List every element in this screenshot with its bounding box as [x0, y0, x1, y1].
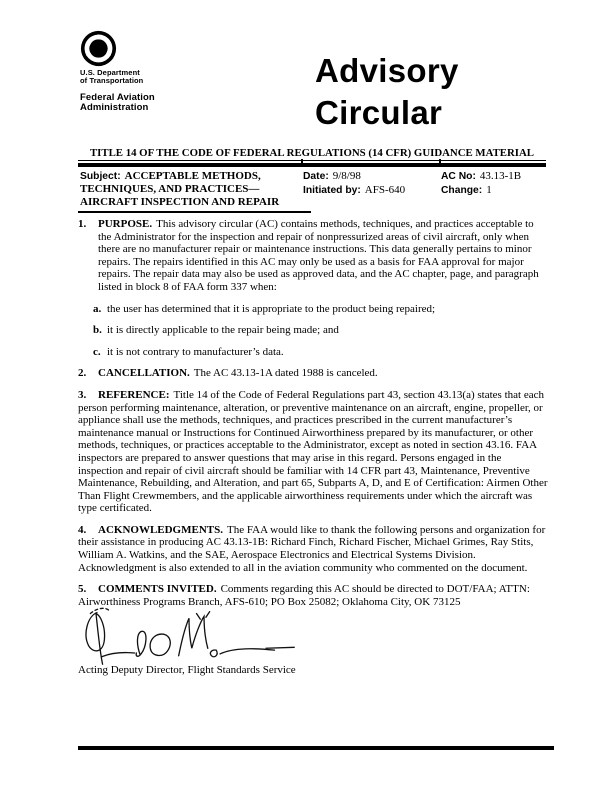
section-heading: COMMENTS INVITED.: [98, 583, 217, 596]
subject-label: Subject:: [80, 171, 121, 182]
ac-number-block: [441, 170, 547, 199]
initiated-by-label: Initiated by:: [303, 185, 361, 197]
change-value: 1: [486, 184, 492, 197]
top-rule: [78, 163, 546, 167]
section-heading: PURPOSE.: [98, 218, 153, 230]
date-value: 9/8/98: [332, 170, 361, 182]
ac-no-value: 43.13-1B: [479, 170, 522, 182]
condition-letter: c.: [93, 345, 101, 358]
purpose-condition-b: [78, 324, 548, 337]
ac-no-row: [441, 170, 547, 183]
initiated-by-value: AFS-640: [364, 184, 406, 197]
doc-type-line2: Circular: [315, 94, 443, 131]
agency-line1: Federal Aviation: [80, 92, 155, 103]
section-comments-invited: [78, 583, 548, 608]
section-reference: [78, 389, 548, 515]
section-heading: ACKNOWLEDGMENTS.: [98, 523, 223, 536]
document-body: [78, 218, 548, 617]
condition-letter: a.: [93, 302, 102, 315]
signer-title: Acting Deputy Director, Flight Standards Service: [78, 664, 296, 676]
section-number: 1.: [78, 218, 87, 230]
section-number: 3.: [78, 388, 87, 401]
subject-block: [80, 170, 301, 208]
column-tick: [301, 159, 303, 163]
condition-text: it is not contrary to manufacturer’s data.: [107, 345, 284, 358]
agency-name: [80, 93, 155, 113]
banner-title: TITLE 14 OF THE CODE OF FEDERAL REGULATIONS (14 CFR) GUIDANCE MATERIAL: [78, 147, 546, 161]
change-label: Change:: [441, 185, 483, 197]
column-tick: [439, 159, 441, 163]
bottom-rule: [78, 746, 554, 750]
section-number: 2.: [78, 367, 87, 380]
section-body: The FAA would like to thank the following persons and organization for their assistance in producing AC 43.13-1B: Richard Finch, Richard Fischer, Michael Grimes, Ray Stits, William A. Watkins, and the SAE, Aerospace Electronics and Electrical Systems Division. Acknowledgment is also extended to all in the aviation community who commented on the document.: [78, 523, 546, 574]
section-body: Comments regarding this AC should be directed to DOT/FAA; ATTN: Airworthiness Programs Branch, AFS-610; PO Box 25082; Oklahoma City, OK 73125: [78, 583, 530, 608]
date-label: Date:: [303, 171, 329, 182]
change-row: [441, 184, 547, 197]
usdot-triskelion-icon: [80, 30, 117, 67]
initiated-by-row: [303, 184, 439, 197]
section-number: 5.: [78, 583, 87, 596]
section-number: 4.: [78, 523, 87, 536]
department-line1: U.S. Department: [80, 68, 140, 77]
ac-no-label: AC No:: [441, 171, 476, 182]
section-acknowledgments: [78, 524, 548, 574]
section-body: The AC 43.13-1A dated 1988 is canceled.: [193, 367, 378, 380]
condition-letter: b.: [93, 324, 102, 337]
section-body: Title 14 of the Code of Federal Regulations part 43, section 43.13(a) states that each person performing maintenance, alteration, or preventive maintenance on an aircraft, engine, propeller, or appliance shall use the methods, techniques, and practices prescribed in the current manufacturer’s maintenance manual or Instructions for Continued Airworthiness prepared by its manufacturer, or other methods, techniques, or practices acceptable to the Administrator, except as noted in section 43.16. FAA inspectors are prepared to answer questions that may arise in this regard. Persons engaged in the inspection and repair of civil aircraft should be familiar with 14 CFR part 43, Maintenance, Preventive Maintenance, Rebuilding, and Alteration, and part 65, Subparts A, D, and E of Certification: Airmen Other Than Flight Crewmembers, and the applicable airworthiness requirements under which the aircraft was type certificated.: [78, 388, 548, 515]
date-row: [303, 170, 439, 183]
condition-text: it is directly applicable to the repair being made; and: [107, 324, 339, 337]
section-purpose: [78, 218, 548, 294]
purpose-condition-a: [78, 303, 548, 316]
document-type-title: [315, 50, 459, 134]
purpose-condition-c: [78, 346, 548, 359]
subject-value: ACCEPTABLE METHODS, TECHNIQUES, AND PRACTICES—AIRCRAFT INSPECTION AND REPAIR: [80, 170, 280, 208]
doc-type-line1: Advisory: [315, 52, 459, 89]
handwritten-signature-image: [80, 606, 298, 668]
department-name: [80, 69, 143, 85]
subject-rule: [78, 211, 311, 213]
date-block: [303, 170, 439, 199]
section-cancellation: [78, 367, 548, 380]
section-heading: REFERENCE:: [98, 388, 170, 401]
department-line2: of Transportation: [80, 76, 144, 85]
condition-text: the user has determined that it is appropriate to the product being repaired;: [107, 302, 436, 315]
agency-line2: Administration: [80, 102, 149, 113]
section-body: This advisory circular (AC) contains methods, techniques, and practices acceptable to the Administrator for the inspection and repair of nonpressurized areas of civil aircraft, only when there are no manufacturer repair or maintenance instructions. This data generally pertains to minor repairs. The repairs identified in this AC may only be used as a basis for FAA approval for major repairs. The repair data may also be used as approved data, and the AC chapter, page, and paragraph listed in block 8 of FAA form 337 when:: [98, 218, 539, 293]
section-heading: CANCELLATION.: [98, 367, 190, 380]
